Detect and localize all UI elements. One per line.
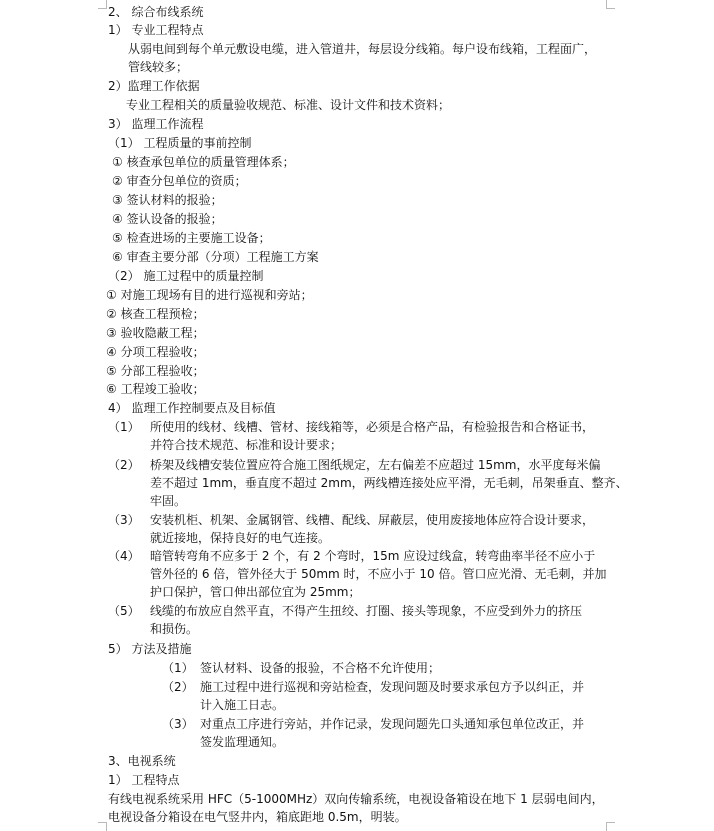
section-heading: 3、电视系统 — [108, 754, 176, 768]
section-heading: 2、 综合布线系统 — [108, 5, 204, 19]
item-number: （1） — [108, 420, 140, 434]
paragraph-line: 施工过程中进行巡视和旁站检查，发现问题及时要求承包方予以纠正，并 — [200, 680, 585, 694]
list-item: ⑥ 审查主要分部（分项）工程施工方案 — [112, 250, 319, 264]
list-item: ② 审查分包单位的资质； — [112, 174, 247, 188]
paragraph-line: 线缆的布放应自然平直，不得产生扭绞、打圈、接头等现象，不应受到外力的挤压 — [150, 604, 583, 618]
paragraph-line: 签认材料、设备的报验，不合格不允许使用； — [200, 661, 441, 675]
list-item: ⑤ 检查进场的主要施工设备； — [112, 231, 271, 245]
paragraph-line: 并符合技术规范、标准和设计要求； — [150, 438, 343, 452]
paragraph-line: 暗管转弯角不应多于 2 个，有 2 个弯时，15m 应设过线盒，转弯曲率半径不应小于 — [150, 549, 596, 563]
list-item: ④ 分项工程验收； — [106, 345, 205, 359]
list-item: ③ 验收隐蔽工程； — [106, 326, 205, 340]
subsection-heading: 1） 工程特点 — [108, 773, 180, 787]
paragraph-line: 从弱电间到每个单元敷设电缆，进入管道井，每层设分线箱。每户设布线箱，工程面广， — [128, 42, 597, 56]
list-item: ① 核查承包单位的质量管理体系； — [112, 155, 295, 169]
list-item: ⑤ 分部工程验收； — [106, 364, 205, 378]
item-number: （1） — [162, 661, 194, 675]
crop-mark-top-left — [98, 0, 107, 9]
paragraph-line: 所使用的线材、线槽、管材、接线箱等，必须是合格产品，有检验报告和合格证书， — [150, 420, 595, 434]
paragraph-line: 电视设备分箱设在电气竖井内，箱底距地 0.5m，明装。 — [108, 810, 407, 824]
paragraph-line: 管外径的 6 倍，管外径大于 50mm 时，不应小于 10 倍。管口应光滑、无毛刺，并加 — [150, 567, 607, 581]
paragraph-line: 护口保护，管口伸出部位宜为 25mm； — [150, 585, 361, 599]
list-item: ⑥ 工程竣工验收； — [106, 382, 205, 396]
paragraph-line: 计入施工日志。 — [200, 698, 285, 712]
subsection-heading: 2）监理工作依据 — [108, 79, 200, 93]
paragraph-line: 就近接地，保持良好的电气连接。 — [150, 531, 331, 545]
subsection-heading: 1） 专业工程特点 — [108, 23, 204, 37]
subsection-heading: 4） 监理工作控制要点及目标值 — [108, 401, 276, 415]
paragraph-line: 牢固。 — [150, 494, 187, 508]
crop-mark-top-right — [606, 0, 615, 9]
item-number: （5） — [108, 604, 140, 618]
paragraph-line: 签发监理通知。 — [200, 735, 285, 749]
item-number: （4） — [108, 549, 140, 563]
subsubsection-heading: （1） 工程质量的事前控制 — [108, 136, 252, 150]
paragraph-line: 桥架及线槽安装位置应符合施工图纸规定，左右偏差不应超过 15mm，水平度每米偏 — [150, 458, 601, 472]
subsubsection-heading: （2） 施工过程中的质量控制 — [108, 269, 264, 283]
paragraph-line: 和损伤。 — [150, 622, 199, 636]
paragraph-line: 安装机柜、机架、金属钢管、线槽、配线、屏蔽层，使用废接地体应符合设计要求， — [150, 513, 595, 527]
paragraph-line: 有线电视系统采用 HFC（5-1000MHz）双向传输系统，电视设备箱设在地下 1 层弱电间内， — [108, 792, 604, 806]
list-item: ④ 签认设备的报验； — [112, 212, 223, 226]
paragraph-line: 专业工程相关的质量验收规范、标准、设计文件和技术资料； — [126, 98, 451, 112]
item-number: （3） — [162, 717, 194, 731]
subsection-heading: 5） 方法及措施 — [108, 642, 192, 656]
paragraph-line: 对重点工序进行旁站，并作记录，发现问题先口头通知承包单位改正，并 — [200, 717, 585, 731]
item-number: （2） — [108, 458, 140, 472]
item-number: （3） — [108, 513, 140, 527]
paragraph-line: 差不超过 1mm，垂直度不超过 2mm，两线槽连接处应平滑，无毛刺，吊架垂直、整齐、 — [150, 476, 628, 490]
list-item: ② 核查工程预检； — [106, 307, 205, 321]
item-number: （2） — [162, 680, 194, 694]
paragraph-line: 管线较多； — [128, 60, 189, 74]
list-item: ① 对施工现场有目的进行巡视和旁站； — [106, 288, 313, 302]
list-item: ③ 签认材料的报验； — [112, 193, 223, 207]
subsection-heading: 3） 监理工作流程 — [108, 117, 204, 131]
